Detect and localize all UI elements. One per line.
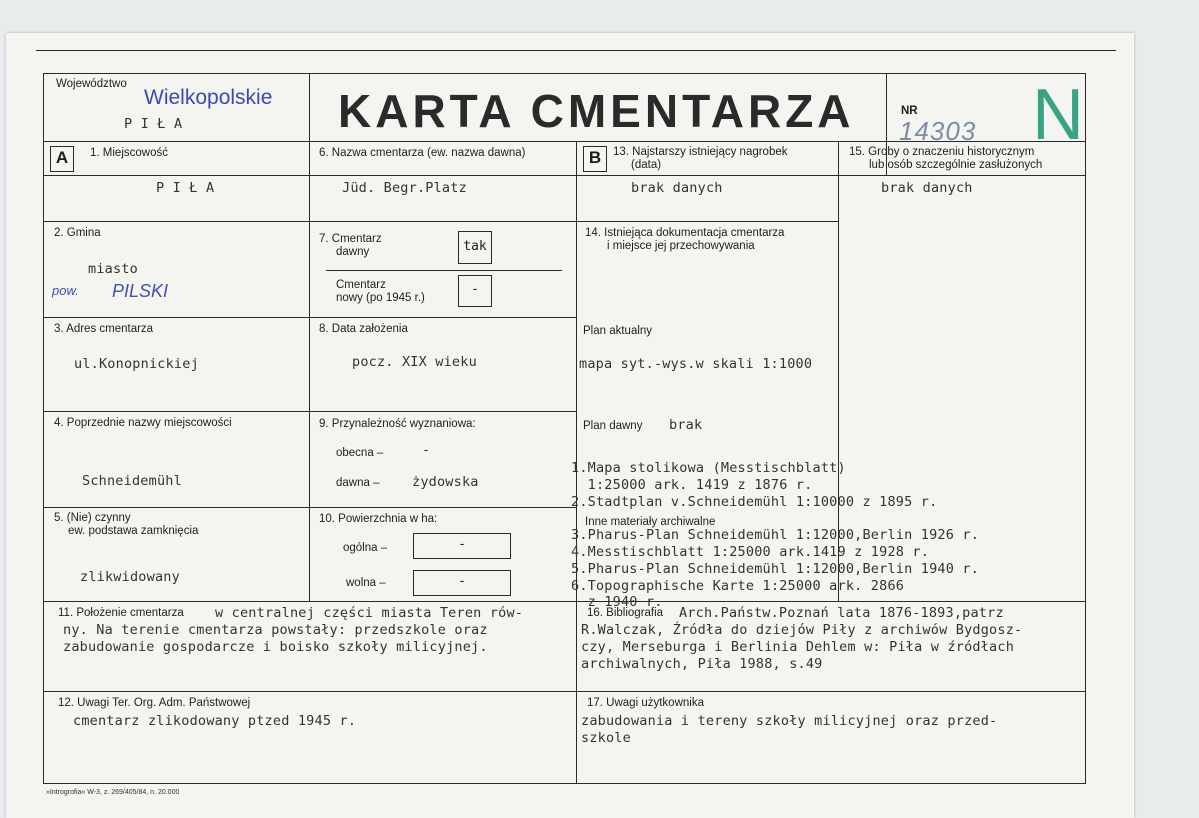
field-16-line-2: R.Walczak, Źródła do dziejów Piły z archiwów Bydgosz- xyxy=(581,622,1023,638)
field-10-free-box: - xyxy=(413,570,511,596)
field-12-value: cmentarz zlikodowany ptzed 1945 r. xyxy=(73,713,357,729)
field-4-label: 4. Poprzednie nazwy miejscowości xyxy=(54,417,232,429)
other-line-7: z 1940 r. xyxy=(571,594,663,610)
field-12-label: 12. Uwagi Ter. Org. Adm. Państwowej xyxy=(58,697,251,709)
field-17-label: 17. Uwagi użytkownika xyxy=(587,697,704,709)
field-7 xyxy=(309,221,577,318)
other-materials-label: Inne materiały archiwalne xyxy=(585,516,716,528)
number-label: NR xyxy=(901,105,918,117)
field-8 xyxy=(309,317,577,412)
field-3-value: ul.Konopnickiej xyxy=(74,356,199,372)
field-17-line-1: zabudowania i tereny szkoły milicyjnej oraz przed- xyxy=(581,713,998,729)
other-line-4: 4.Messtischblatt 1:25000 ark.1419 z 1928 r. xyxy=(571,544,930,560)
field-15-value: brak danych xyxy=(881,180,973,196)
field-1-label: 1. Miejscowość xyxy=(90,147,168,159)
field-2 xyxy=(43,221,310,318)
field-7-label-a1: 7. Cmentarz xyxy=(319,233,382,245)
other-line-5: 5.Pharus-Plan Schneidemühl 1:12000,Berlin 1940 r. xyxy=(571,561,980,577)
plan-old-value: brak xyxy=(669,417,703,433)
field-7-box-old: tak xyxy=(458,231,492,264)
field-9-current-label: obecna – xyxy=(336,447,384,459)
field-8-value: pocz. XIX wieku xyxy=(352,354,477,370)
field-4 xyxy=(43,411,310,508)
field-16 xyxy=(576,601,1086,692)
field-16-line-4: archiwalnych, Piła 1988, s.49 xyxy=(581,656,823,672)
field-9-current-value: - xyxy=(422,442,431,458)
field-17-line-2: szkole xyxy=(581,730,631,746)
field-17 xyxy=(576,691,1086,784)
field-12 xyxy=(43,691,577,784)
plan-current-label: Plan aktualny xyxy=(583,325,653,337)
field-7-divider xyxy=(326,270,562,271)
section-a-letter: A xyxy=(50,146,74,172)
field-6-value: Jüd. Begr.Platz xyxy=(342,180,467,196)
field-7-label-b1: Cmentarz xyxy=(336,279,386,291)
printer-imprint: »Introgrofia« W-3, z. 269/405/84, n. 20.000 xyxy=(46,789,180,796)
voivodeship-typed: P I Ł A xyxy=(124,116,183,132)
plan-current-value: mapa syt.-wys.w skali 1:1000 xyxy=(579,356,813,372)
field-6-label: 6. Nazwa cmentarza (ew. nazwa dawna) xyxy=(319,147,526,159)
voivodeship-stamp: Wielkopolskie xyxy=(144,86,273,109)
field-1 xyxy=(43,141,310,222)
field-5-label-2: ew. podstawa zamknięcia xyxy=(68,525,199,537)
field-14-label-1: 14. Istniejąca dokumentacja cmentarza xyxy=(585,227,785,239)
field-3 xyxy=(43,317,310,412)
voivodeship-label: Województwo xyxy=(56,78,127,90)
field-6 xyxy=(309,141,577,222)
field-2-pow: pow. xyxy=(52,283,79,298)
field-15 xyxy=(838,141,1086,602)
field-4-value: Schneidemühl xyxy=(82,473,182,489)
field-10-total-label: ogólna – xyxy=(343,542,388,554)
section-b-letter: B xyxy=(583,146,607,172)
field-10 xyxy=(309,507,577,602)
field-10-total-box: - xyxy=(413,533,511,559)
field-13-label-1: 13. Najstarszy istniejący nagrobek xyxy=(613,146,788,158)
top-rule xyxy=(36,50,1116,51)
field-7-label-a2: dawny xyxy=(336,246,370,258)
number-value: 14303 xyxy=(899,116,977,146)
field-11-label: 11. Położenie cmentarza xyxy=(58,607,184,619)
field-8-label: 8. Data założenia xyxy=(319,323,408,335)
card-title: KARTA CMENTARZA xyxy=(338,85,855,137)
other-line-3: 3.Pharus-Plan Schneidemühl 1:12000,Berlin 1926 r. xyxy=(571,527,980,543)
field-11-line-2: ny. Na terenie cmentarza powstały: przedszkole oraz xyxy=(63,622,488,638)
field-5-value: zlikwidowany xyxy=(80,569,180,585)
other-line-6: 6.Topographische Karte 1:25000 ark. 2866 xyxy=(571,578,905,594)
field-10-free-label: wolna – xyxy=(346,577,386,589)
field-5-label-1: 5. (Nie) czynny xyxy=(54,512,131,524)
field-3-label: 3. Adres cmentarza xyxy=(54,323,154,335)
field-9-label: 9. Przynależność wyznaniowa: xyxy=(319,418,476,430)
plan-old-label: Plan dawny xyxy=(583,420,643,432)
mark-letter: N xyxy=(1032,75,1084,155)
plan-old-line-1: 1.Mapa stolikowa (Messtischblatt) xyxy=(571,460,846,476)
field-16-line-3: czy, Merseburga i Berlinia Dehlem w: Piła w źródłach xyxy=(581,639,1015,655)
field-9-former-label: dawna – xyxy=(336,477,380,489)
plan-old-line-3: 2.Stadtplan v.Schneidemühl 1:10000 z 1895 r. xyxy=(571,494,938,510)
field-16-label: 16. Bibliografia xyxy=(587,607,664,619)
field-13 xyxy=(576,141,839,222)
field-14-label-2: i miejsce jej przechowywania xyxy=(607,240,755,252)
field-2-value: miasto xyxy=(88,261,138,277)
field-11-line-1: w centralnej części miasta Teren rów- xyxy=(215,605,524,621)
field-1-value: P I Ł A xyxy=(156,180,215,196)
field-7-box-new: - xyxy=(458,275,492,307)
field-11-line-3: zabudowanie gospodarcze i boisko szkoły milicyjnej. xyxy=(63,639,488,655)
field-2-label: 2. Gmina xyxy=(54,227,101,239)
field-7-label-b2: nowy (po 1945 r.) xyxy=(336,292,425,304)
plan-old-line-2: 1:25000 ark. 1419 z 1876 r. xyxy=(571,477,813,493)
field-13-label-2: (data) xyxy=(631,159,662,171)
cemetery-card xyxy=(6,33,1134,818)
field-13-value: brak danych xyxy=(631,180,723,196)
field-11 xyxy=(43,601,577,692)
field-9-former-value: żydowska xyxy=(412,474,479,490)
field-14 xyxy=(571,221,980,610)
field-15-label-1: 15. Groby o znaczeniu historycznym xyxy=(849,146,1035,158)
field-15-label-2: lub osób szczególnie zasłużonych xyxy=(869,159,1043,171)
field-2-handwriting: PILSKI xyxy=(112,281,169,301)
field-16-line-1: Arch.Państw.Poznań lata 1876-1893,patrz xyxy=(679,605,1004,621)
field-10-label: 10. Powierzchnia w ha: xyxy=(319,513,438,525)
field-5 xyxy=(43,507,310,602)
field-9 xyxy=(309,411,577,508)
